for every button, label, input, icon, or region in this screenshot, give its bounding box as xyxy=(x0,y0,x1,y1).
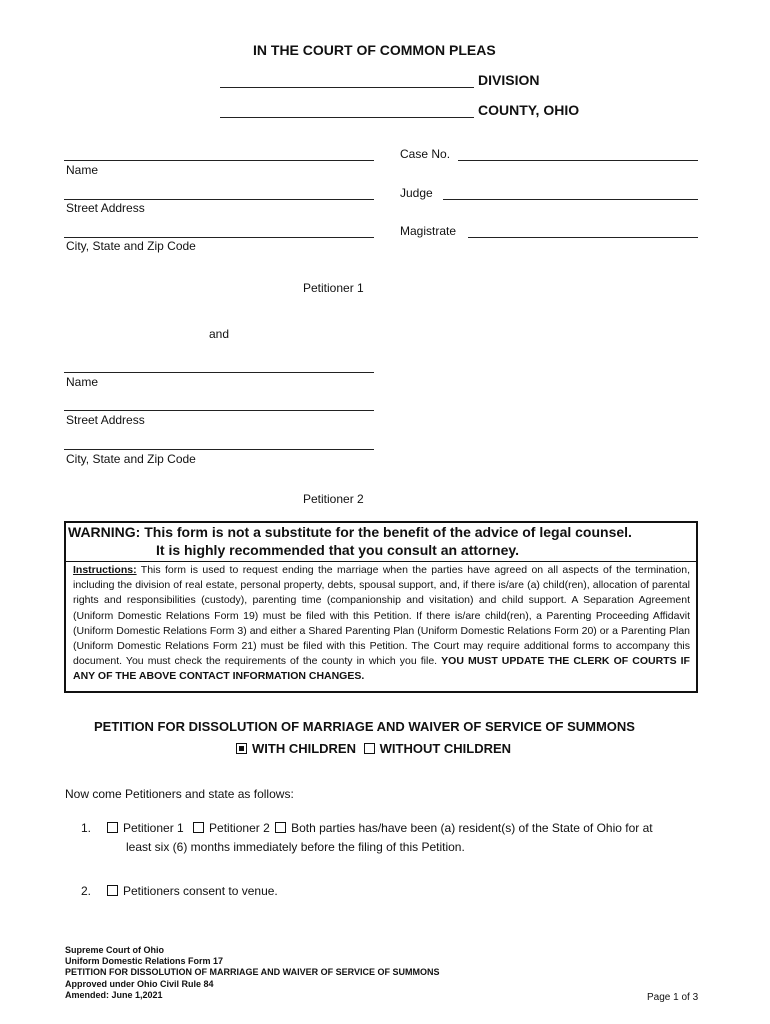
county-label: COUNTY, OHIO xyxy=(478,102,580,118)
petition-title: PETITION FOR DISSOLUTION OF MARRIAGE AND WAIVER OF SERVICE OF SUMMONS xyxy=(94,719,635,734)
instructions-body: This form is used to request ending the marriage when the parties have agreed on all aspects of the termination, including the division of real estate, personal property, debts, spousal support, and, if there is/are (a) child(ren), allocation of parental rights and responsibilities (custody), parenting time (companionship and visitation) and child support. A Separation Agreement (Uniform Domestic Relations Form 19) must be filed with this Petition. If there is/are child(ren), a Parenting Proceeding Affidavit (Uniform Domestic Relations Form 3) and either a Shared Parenting Plan (Uniform Domestic Relations Form 20) or a Parenting Plan (Uniform Domestic Relations Form 21) must be filed with this Petition. The Court may require additional forms to accompany this document. You must check the requirements of the county in which you file. xyxy=(73,564,690,668)
footer-line3: PETITION FOR DISSOLUTION OF MARRIAGE AND WAIVER OF SERVICE OF SUMMONS xyxy=(65,967,440,978)
petitioner2-street-field[interactable] xyxy=(64,410,374,411)
division-blank[interactable] xyxy=(220,87,474,88)
item1-petitioner1-label: Petitioner 1 xyxy=(123,821,184,835)
petitioner1-street-label: Street Address xyxy=(66,201,145,215)
with-children-checkbox[interactable] xyxy=(236,743,247,754)
magistrate-label: Magistrate xyxy=(400,224,457,238)
footer-block xyxy=(65,945,440,1001)
footer-line1: Supreme Court of Ohio xyxy=(65,945,164,955)
petitioner1-role: Petitioner 1 xyxy=(303,281,364,295)
instructions-label: Instructions: xyxy=(73,564,137,576)
judge-field[interactable] xyxy=(443,199,698,200)
case-no-field[interactable] xyxy=(458,160,698,161)
without-children-label: WITHOUT CHILDREN xyxy=(379,741,512,756)
footer-line5: Amended: June 1,2021 xyxy=(65,989,163,1000)
intro-text: Now come Petitioners and state as follows: xyxy=(65,787,294,801)
magistrate-field[interactable] xyxy=(468,237,698,238)
petitioner2-city-label: City, State and Zip Code xyxy=(66,452,196,466)
item1-both-checkbox[interactable] xyxy=(275,822,286,833)
instructions-text xyxy=(73,563,690,685)
without-children-checkbox[interactable] xyxy=(364,743,375,754)
item2-number: 2. xyxy=(81,884,92,898)
petitioner1-street-field[interactable] xyxy=(64,199,374,200)
warning-title-line1: WARNING: This form is not a substitute for the benefit of the advice of legal counsel. xyxy=(68,524,632,540)
petitioner1-city-label: City, State and Zip Code xyxy=(66,239,196,253)
petitioner1-name-label: Name xyxy=(66,163,99,177)
instructions-caps: YOU MUST UPDATE THE CLERK OF COURTS IF ANY OF THE ABOVE CONTACT INFORMATION CHANGES. xyxy=(73,655,690,683)
judge-label: Judge xyxy=(400,186,433,200)
item1-petitioner2-label: Petitioner 2 xyxy=(209,821,270,835)
warning-divider xyxy=(66,561,696,562)
item2-label: Petitioners consent to venue. xyxy=(123,884,278,898)
court-title: IN THE COURT OF COMMON PLEAS xyxy=(253,42,496,58)
warning-title-line2: It is highly recommended that you consult an attorney. xyxy=(156,542,520,558)
division-label: DIVISION xyxy=(478,72,540,88)
item1-options xyxy=(107,821,653,835)
item2-option xyxy=(107,884,278,898)
warning-box xyxy=(64,521,698,693)
petitioner1-name-field[interactable] xyxy=(64,160,374,161)
footer-line2: Uniform Domestic Relations Form 17 xyxy=(65,956,224,967)
item1-continuation: least six (6) months immediately before the filing of this Petition. xyxy=(126,840,465,854)
children-options xyxy=(236,741,511,756)
petitioner2-city-field[interactable] xyxy=(64,449,374,450)
petitioner2-street-label: Street Address xyxy=(66,413,145,427)
petitioner1-city-field[interactable] xyxy=(64,237,374,238)
county-blank[interactable] xyxy=(220,117,474,118)
petitioner2-name-label: Name xyxy=(66,375,99,389)
petitioner2-name-field[interactable] xyxy=(64,372,374,373)
item1-petitioner2-checkbox[interactable] xyxy=(193,822,204,833)
and-connector: and xyxy=(209,327,230,341)
item1-both-label: Both parties has/have been (a) resident(s) of the State of Ohio for at xyxy=(291,821,653,835)
footer-line4: Approved under Ohio Civil Rule 84 xyxy=(65,978,214,989)
item1-number: 1. xyxy=(81,821,92,835)
page-number: Page 1 of 3 xyxy=(647,992,699,1003)
case-no-label: Case No. xyxy=(400,147,451,161)
item1-petitioner1-checkbox[interactable] xyxy=(107,822,118,833)
with-children-label: WITH CHILDREN xyxy=(252,741,356,756)
item2-venue-checkbox[interactable] xyxy=(107,885,118,896)
petitioner2-role: Petitioner 2 xyxy=(303,492,364,506)
